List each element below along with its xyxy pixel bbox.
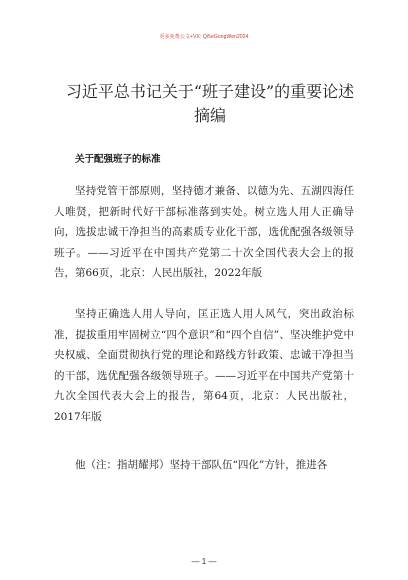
page-number: — 1 — (191, 557, 217, 566)
paragraph-2: 坚持正确选人用人导向，匡正选人用人风气，突出政治标准，提拔重用牢固树立“四个意识”和“四个自信”、坚决维护党中央权威、全面贯彻执行党的理论和路线方针政策、忠诚干净担当的干部，选优配强各级领导班子。——习近平在中国共产党第十九次全国代表大会上的报告，第64页，北京：人民出版社，2017年版 (54, 308, 354, 423)
header-note: 更多免费公文+VX: Qi5eGongWen2024 (159, 34, 249, 40)
paragraph-3: 他（注：指胡耀邦）坚持干部队伍“四化”方针，推进各 (75, 459, 328, 471)
section-heading: 关于配强班子的标准 (75, 154, 161, 165)
document-title: 习近平总书记关于“班子建设”的重要论述摘编 (65, 82, 355, 125)
paragraph-1: 坚持党管干部原则，坚持德才兼备、以德为先、五湖四海任人唯贤，把新时代好干部标准落到实处。树立选人用人正确导向，选拔忠诚干净担当的高素质专业化干部，选优配强各级领导班子。——习近平在中国共产党第二十次全国代表大会上的报告，第66页，北京：人民出版社，2022年版 (54, 185, 354, 280)
